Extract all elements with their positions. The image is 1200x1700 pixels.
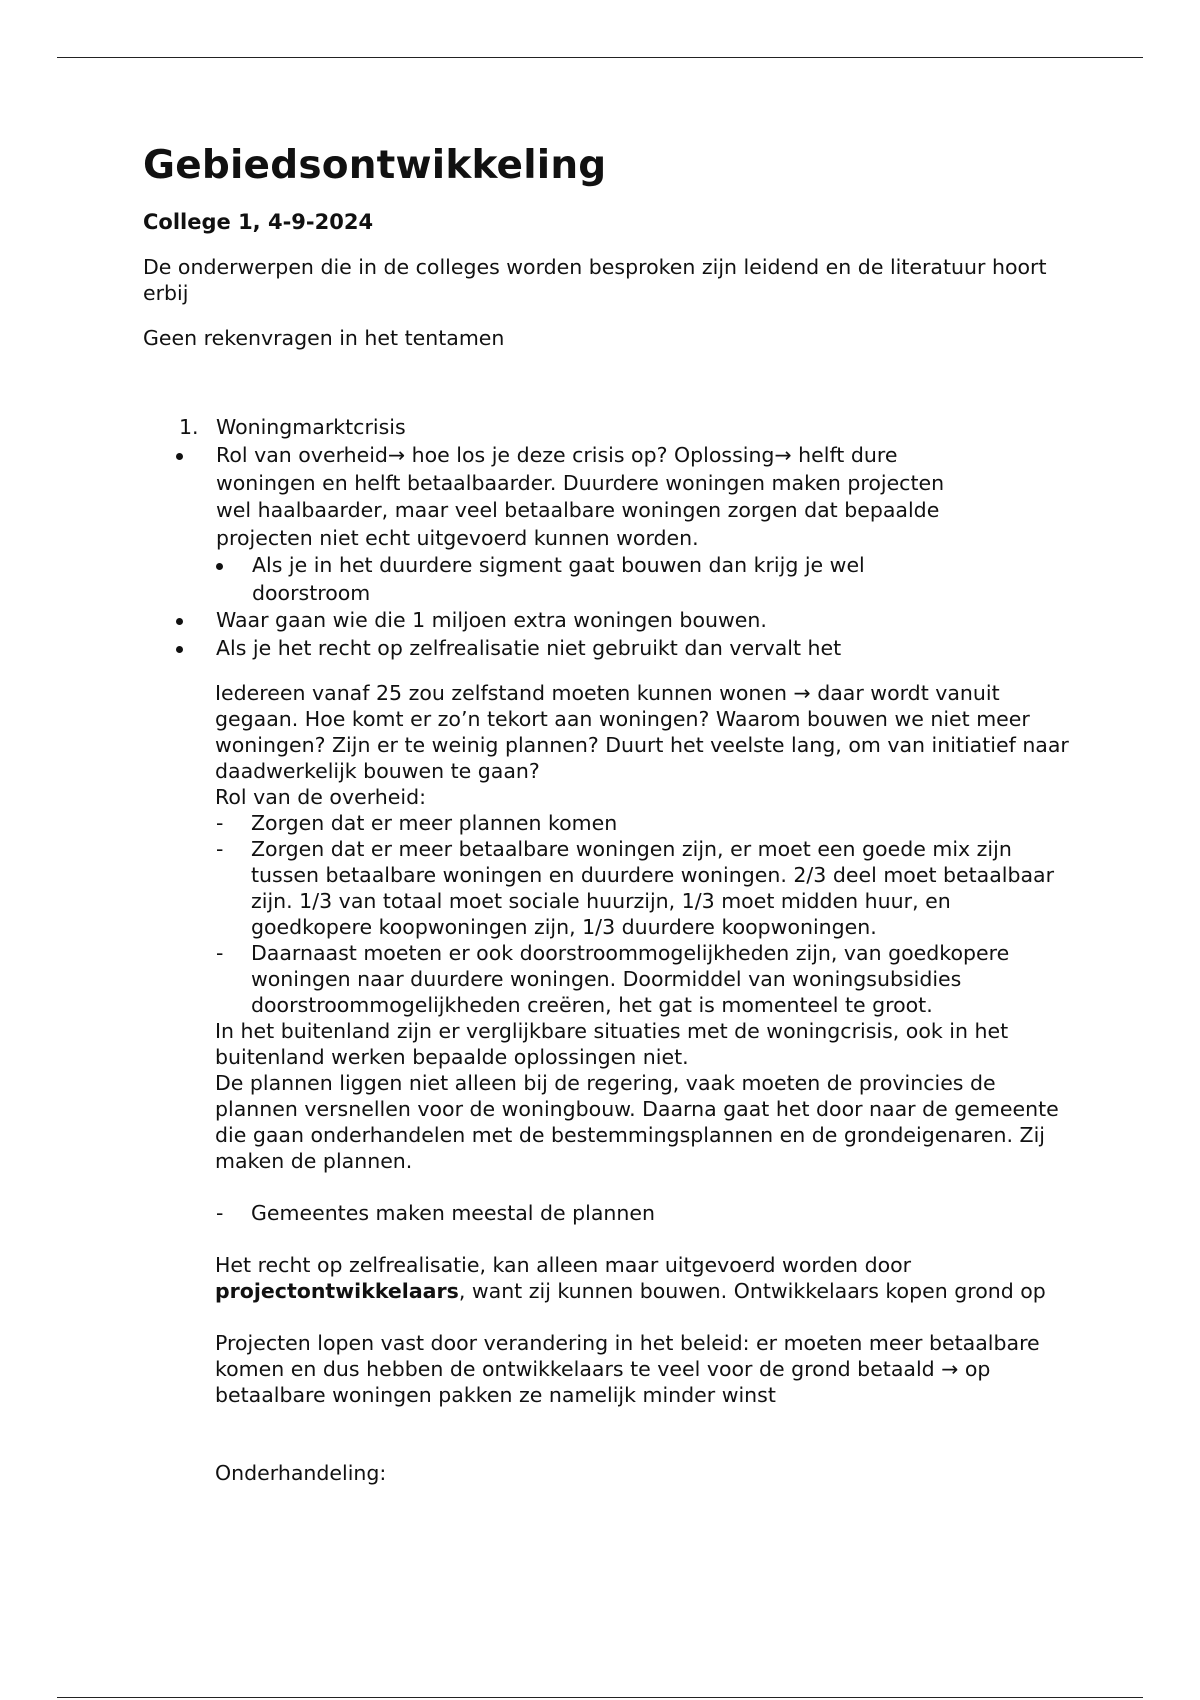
bullet-dot-icon: [216, 563, 223, 570]
body-paragraph: Iedereen vanaf 25 zou zelfstand moeten kunnen wonen → daar wordt vanuit gegaan. Hoe komt er zo’n tekort aan woningen? Waarom bouwen we niet meer woningen? Zijn er te weinig plannen? Duurt het veelste lang, om van initiatief naar daadwerkelijk bouwen te gaan?: [215, 681, 1069, 783]
header-rule: [57, 57, 1143, 58]
dash-marker: -: [216, 941, 224, 965]
numbered-list-item: [143, 414, 1073, 442]
body-paragraph: [215, 1252, 1075, 1304]
dash-item: [215, 836, 1075, 940]
spacer: [215, 1304, 1075, 1330]
spacer: [215, 1226, 1075, 1252]
intro-paragraph: De onderwerpen die in de colleges worden besproken zijn leidend en de literatuur hoort erbij: [143, 255, 1047, 305]
body-text: , want zij kunnen bouwen. Ontwikkelaars kopen grond op: [458, 1279, 1046, 1303]
section-heading: Onderhandeling:: [215, 1461, 387, 1485]
bullet-text: Waar gaan wie die 1 miljoen extra woningen bouwen.: [216, 608, 767, 632]
bullet-item: [143, 442, 976, 607]
spacer: [215, 1408, 1075, 1460]
body-paragraph: In het buitenland zijn er verglijkbare situaties met de woningcrisis, ook in het buitenland werken bepaalde oplossingen niet.: [215, 1019, 1009, 1069]
role-dash-list: [215, 810, 1075, 1018]
bullet-item: [143, 607, 976, 635]
list-heading: Woningmarktcrisis: [216, 415, 406, 439]
dash-item: [215, 1200, 1075, 1226]
bullet-text: Als je het recht op zelfrealisatie niet gebruikt dan vervalt het: [216, 635, 842, 660]
list-number: 1.: [179, 415, 199, 439]
exam-note-paragraph: Geen rekenvragen in het tentamen: [143, 326, 505, 350]
bullet-item: [143, 635, 976, 663]
body-text-block: [215, 680, 1075, 1486]
dash-item-text: Daarnaast moeten er ook doorstroommogelijkheden zijn, van goedkopere woningen naar duurdere woningen. Doormiddel van woningsubsidies doorstroommogelijkheden creëren, het gat is momenteel te groot.: [251, 941, 1010, 1017]
dash-item: [215, 940, 1075, 1018]
dash-marker: -: [216, 1201, 224, 1225]
document-title: Gebiedsontwikkeling: [143, 143, 607, 188]
body-paragraph: De plannen liggen niet alleen bij de regering, vaak moeten de provincies de plannen versnellen voor de woningbouw. Daarna gaat het door naar de gemeente die gaan onderhandelen met de bestemmingsplannen en de grondeigenaren. Zij maken de plannen.: [215, 1071, 1059, 1173]
lecture-subtitle: College 1, 4-9-2024: [143, 210, 374, 234]
sub-bullet-item: [216, 552, 942, 607]
sub-bullet-list: [216, 552, 976, 607]
dash-marker: -: [216, 837, 224, 861]
bullet-text: Rol van overheid→ hoe los je deze crisis op? Oplossing→ helft dure woningen en helft betaalbaarder. Duurdere woningen maken projecten wel haalbaarder, maar veel betaalbare woningen zorgen dat bepaalde projecten niet echt uitgevoerd kunnen worden.: [216, 443, 945, 550]
spacer: [215, 1174, 1075, 1200]
bullet-dot-icon: [176, 618, 183, 625]
bullet-section: [143, 441, 1073, 662]
bullet-list: [143, 442, 1073, 662]
dash-item-text: Gemeentes maken meestal de plannen: [251, 1201, 656, 1225]
body-paragraph: Projecten lopen vast door verandering in het beleid: er moeten meer betaalbare komen en dus hebben de ontwikkelaars te veel voor de grond betaald → op betaalbare woningen pakken ze namelijk minder winst: [215, 1331, 1040, 1407]
footer-rule: [57, 1697, 1143, 1698]
bullet-dot-icon: [176, 646, 183, 653]
numbered-list: [143, 414, 1073, 442]
bold-term: projectontwikkelaars: [215, 1279, 459, 1303]
body-text: Het recht op zelfrealisatie, kan alleen maar uitgevoerd worden door: [215, 1253, 912, 1277]
dash-item: [215, 810, 1075, 836]
bullet-dot-icon: [176, 453, 183, 460]
sub-bullet-text: Als je in het duurdere sigment gaat bouwen dan krijg je wel doorstroom: [252, 553, 865, 605]
gemeentes-dash-list: [215, 1200, 1075, 1226]
dash-marker: -: [216, 811, 224, 835]
dash-item-text: Zorgen dat er meer betaalbare woningen zijn, er moet een goede mix zijn tussen betaalbare woningen en duurdere woningen. 2/3 deel moet betaalbaar zijn. 1/3 van totaal moet sociale huurzijn, 1/3 moet midden huur, en goedkopere koopwoningen zijn, 1/3 duurdere koopwoningen.: [251, 837, 1055, 939]
dash-item-text: Zorgen dat er meer plannen komen: [251, 811, 618, 835]
role-heading: Rol van de overheid:: [215, 785, 426, 809]
